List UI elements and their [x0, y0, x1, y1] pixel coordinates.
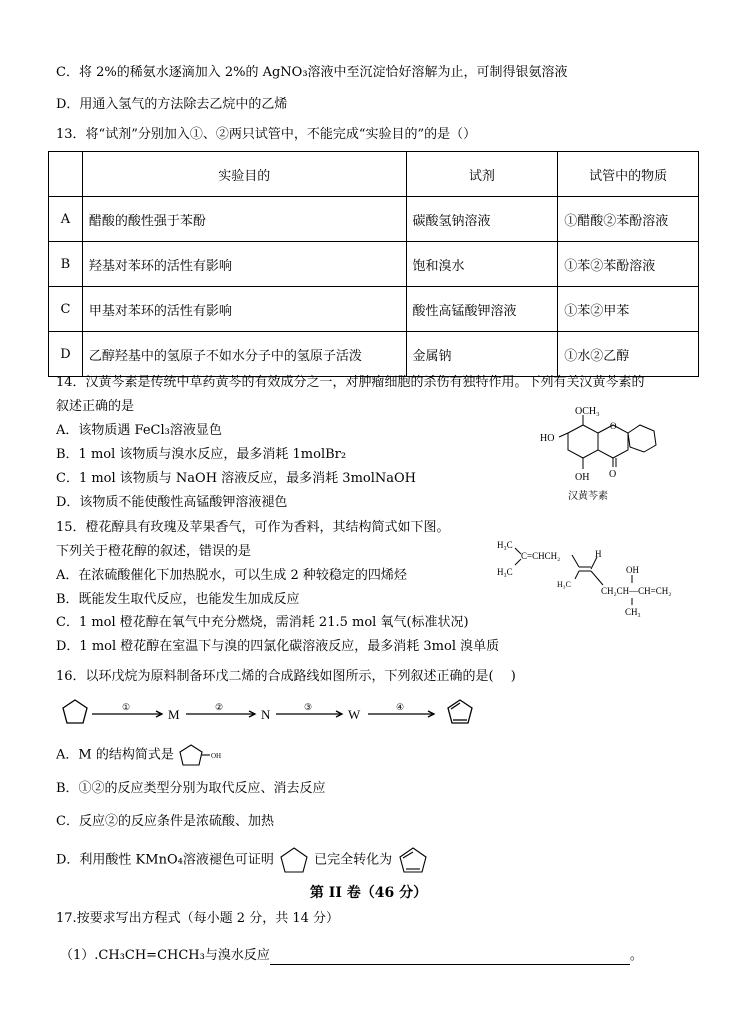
row-substance: ①醋酸②苯酚溶液: [558, 197, 699, 242]
q15-option-a: A．在浓硫酸催化下加热脱水，可以生成 2 种较稳定的四烯烃: [56, 568, 407, 583]
oh-label: OH: [626, 565, 639, 575]
keto-oxygen-label: O: [609, 469, 617, 480]
row-reagent: 碳酸氢钠溶液: [406, 197, 558, 242]
q17-1-end: 。: [629, 948, 643, 963]
oh-label: OH: [210, 752, 222, 760]
part2-title: 第 II 卷（46 分）: [309, 885, 428, 901]
q13-stem: 13．将“试剂”分别加入①、②两只试管中，不能完成“实验目的”的是（）: [56, 127, 477, 142]
q16-option-a-text: A．M 的结构简式是: [56, 747, 174, 763]
oh-label: OH: [575, 472, 590, 483]
q16-option-c: C．反应②的反应条件是浓硫酸、加热: [56, 814, 274, 829]
route-step-3: ③: [304, 702, 313, 712]
q12-option-d: D．用通入氢气的方法除去乙烷中的乙烯: [56, 97, 288, 112]
answer-blank[interactable]: [270, 951, 630, 965]
table-header-row: [49, 152, 699, 197]
cyclopentane-icon: [278, 846, 310, 874]
q15-stem-line1: 15．橙花醇具有玫瑰及苹果香气，可作为香料，其结构简式如下图。: [56, 520, 450, 535]
route-m: M: [168, 707, 180, 722]
table-header-cell: 实验目的: [82, 152, 406, 197]
row-substance: ①水②乙醇: [558, 332, 699, 377]
row-substance: ①苯②苯酚溶液: [558, 242, 699, 287]
cyclopentadiene-icon: [396, 846, 430, 874]
table-header-cell: [49, 152, 83, 197]
q17-stem: 17.按要求写出方程式（每小题 2 分，共 14 分）: [56, 911, 340, 926]
q15-stem-line2: 下列关于橙花醇的叙述，错误的是: [56, 544, 252, 559]
och3-label: OCH₃: [575, 406, 600, 417]
row-label: D: [49, 332, 83, 377]
ho-label: HO: [540, 433, 555, 444]
q14-option-c: C．1 mol 该物质与 NaOH 溶液反应，最多消耗 3molNaOH: [56, 471, 417, 486]
q16-stem: 16．以环戊烷为原料制备环戊二烯的合成路线如图所示，下列叙述正确的是( ): [56, 669, 516, 684]
h3c-bottom-label: H₃C: [497, 567, 513, 577]
row-purpose: 乙醇羟基中的氢原子不如水分子中的氢原子活泼: [82, 332, 406, 377]
table-row: [49, 242, 699, 287]
q16-option-d-mid: 已完全转化为: [314, 852, 393, 868]
cyclopentane-icon: [63, 700, 87, 723]
table-header-cell: 试剂: [406, 152, 558, 197]
q15-option-c: C．1 mol 橙花醇在氧气中充分燃烧，需消耗 21.5 mol 氧气(标准状况): [56, 615, 469, 630]
row-purpose: 甲基对苯环的活性有影响: [82, 287, 406, 332]
ch3-mid-label: H₃C: [557, 580, 571, 589]
row-label: B: [49, 242, 83, 287]
q14-option-d: D．该物质不能使酸性高锰酸钾溶液褪色: [56, 495, 288, 510]
row-purpose: 羟基对苯环的活性有影响: [82, 242, 406, 287]
synthesis-route: [50, 696, 490, 732]
table-row: [49, 287, 699, 332]
q17-1-text: （1）.CH₃CH=CHCH₃与溴水反应: [60, 948, 270, 963]
q16-option-a: [56, 742, 224, 768]
h3c-top-label: H₃C: [497, 540, 513, 550]
q16-option-d: [56, 846, 430, 874]
q14-option-b: B．1 mol 该物质与溴水反应，最多消耗 1molBr₂: [56, 447, 347, 462]
q17-1: [60, 947, 643, 965]
row-purpose: 醋酸的酸性强于苯酚: [82, 197, 406, 242]
q16-option-d-text: D．利用酸性 KMnO₄溶液褪色可证明: [56, 852, 274, 868]
route-step-2: ②: [215, 702, 224, 712]
row-reagent: 饱和溴水: [406, 242, 558, 287]
q12-option-c: C．将 2%的稀氨水逐滴加入 2%的 AgNO₃溶液中至沉淀恰好溶解为止，可制得银氨溶液: [56, 65, 568, 80]
wogonin-structure: [530, 405, 670, 505]
row-label: A: [49, 197, 83, 242]
tail-label: CH₂CH—CH=CH₂: [601, 586, 672, 596]
route-step-1: ①: [122, 702, 131, 712]
row-label: C: [49, 287, 83, 332]
table-row: [49, 197, 699, 242]
q13-table: [48, 151, 699, 377]
structure-caption: 汉黄芩素: [568, 491, 608, 502]
q16-option-b: B．①②的反应类型分别为取代反应、消去反应: [56, 781, 326, 796]
row-substance: ①苯②甲苯: [558, 287, 699, 332]
cyclopentanol-icon: [178, 742, 224, 768]
ch3-bottom-label: CH₃: [625, 607, 641, 617]
nerol-structure: [495, 535, 710, 620]
h-label: H: [595, 549, 602, 559]
row-reagent: 金属钠: [406, 332, 558, 377]
q15-option-b: B．既能发生取代反应，也能发生加成反应: [56, 592, 300, 607]
row-reagent: 酸性高锰酸钾溶液: [406, 287, 558, 332]
table-row: [49, 332, 699, 377]
q14-option-a: A．该物质遇 FeCl₃溶液显色: [56, 423, 222, 438]
route-step-4: ④: [396, 702, 405, 712]
q15-option-d: D．1 mol 橙花醇在室温下与溴的四氯化碳溶液反应，最多消耗 3mol 溴单质: [56, 639, 500, 654]
q14-stem-line1: 14．汉黄芩素是传统中草药黄芩的有效成分之一，对肿瘤细胞的杀伤有独特作用。下列有关汉黄芩素的: [56, 375, 645, 390]
route-n: N: [261, 707, 271, 722]
route-w: W: [348, 707, 361, 722]
table-header-cell: 试管中的物质: [558, 152, 699, 197]
ring-oxygen-label: O: [610, 421, 617, 431]
q14-stem-line2: 叙述正确的是: [56, 399, 135, 414]
chain-label: C=CHCH₂: [521, 551, 561, 561]
